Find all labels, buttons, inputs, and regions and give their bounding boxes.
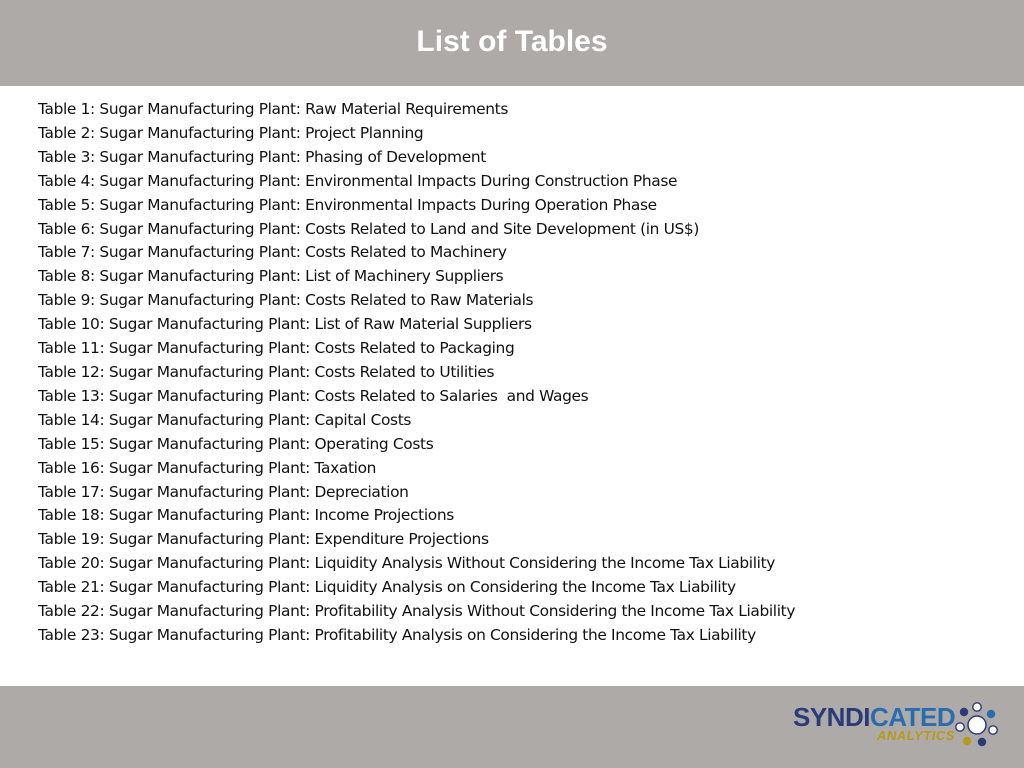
list-item: Table 1: Sugar Manufacturing Plant: Raw Material Requirements xyxy=(38,100,509,118)
logo-ring-dot xyxy=(973,703,981,711)
footer-band xyxy=(0,686,1024,768)
list-item: Table 2: Sugar Manufacturing Plant: Project Planning xyxy=(38,123,424,142)
list-item: Table 7: Sugar Manufacturing Plant: Costs Related to Machinery xyxy=(38,243,507,262)
list-item: Table 5: Sugar Manufacturing Plant: Environmental Impacts During Operation Phase xyxy=(38,195,657,214)
syndicated-analytics-ring-icon xyxy=(955,702,999,748)
list-item: Table 6: Sugar Manufacturing Plant: Costs Related to Land and Site Development (in US$) xyxy=(38,219,700,238)
logo-ring-dot xyxy=(987,710,995,718)
list-item: Table 12: Sugar Manufacturing Plant: Costs Related to Utilities xyxy=(38,362,495,381)
header-divider xyxy=(0,86,1024,88)
header-band xyxy=(0,0,1024,86)
list-item: Table 10: Sugar Manufacturing Plant: List of Raw Material Suppliers xyxy=(38,315,532,334)
list-item: Table 18: Sugar Manufacturing Plant: Income Projections xyxy=(38,506,454,525)
list-item: Table 15: Sugar Manufacturing Plant: Operating Costs xyxy=(38,434,434,453)
logo-word-cated: CATED xyxy=(869,702,956,732)
logo-ring-dot xyxy=(963,737,971,745)
list-item: Table 8: Sugar Manufacturing Plant: List of Machinery Suppliers xyxy=(38,267,504,286)
list-item: Table 22: Sugar Manufacturing Plant: Profitability Analysis Without Considering the Income Tax Liability xyxy=(38,602,796,621)
list-item: Table 13: Sugar Manufacturing Plant: Costs Related to Salaries and Wages xyxy=(38,386,589,405)
list-item: Table 16: Sugar Manufacturing Plant: Taxation xyxy=(38,458,377,477)
logo-word-analytics: ANALYTICS xyxy=(877,728,955,743)
list-item: Table 4: Sugar Manufacturing Plant: Environmental Impacts During Construction Phase xyxy=(38,171,678,190)
list-item: Table 14: Sugar Manufacturing Plant: Capital Costs xyxy=(38,410,412,429)
list-item: Table 9: Sugar Manufacturing Plant: Costs Related to Raw Materials xyxy=(38,291,534,310)
list-item: Table 11: Sugar Manufacturing Plant: Costs Related to Packaging xyxy=(38,339,515,358)
list-item: Table 23: Sugar Manufacturing Plant: Profitability Analysis on Considering the Income Tax Liability xyxy=(38,625,756,644)
page-title: List of Tables xyxy=(416,25,608,58)
logo-ring-dot xyxy=(978,738,986,746)
logo-word-syndi: SYNDI xyxy=(793,702,870,732)
logo-ring-dot xyxy=(960,708,968,716)
table-list xyxy=(38,98,795,648)
logo-ring-center xyxy=(968,716,986,734)
list-item: Table 20: Sugar Manufacturing Plant: Liquidity Analysis Without Considering the Income Tax Liability xyxy=(38,554,776,573)
list-item: Table 3: Sugar Manufacturing Plant: Phasing of Development xyxy=(38,147,486,166)
list-item: Table 19: Sugar Manufacturing Plant: Expenditure Projections xyxy=(38,530,489,549)
logo-ring-dot xyxy=(956,723,964,731)
list-item: Table 17: Sugar Manufacturing Plant: Depreciation xyxy=(38,482,409,501)
company-logo xyxy=(793,702,998,748)
logo-ring-dot xyxy=(989,726,997,734)
list-item: Table 21: Sugar Manufacturing Plant: Liquidity Analysis on Considering the Income Tax Liability xyxy=(38,578,736,597)
